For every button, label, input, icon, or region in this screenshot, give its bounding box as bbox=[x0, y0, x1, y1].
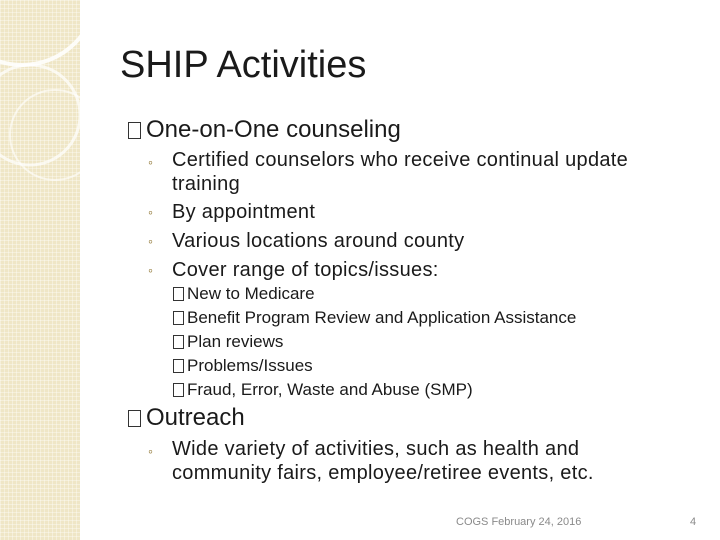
circle-bullet-icon: ◦ bbox=[148, 443, 154, 459]
section-heading-counseling bbox=[128, 116, 401, 144]
sub-list-item bbox=[173, 380, 473, 400]
checkbox-bullet-icon bbox=[173, 311, 184, 325]
checkbox-bullet-icon bbox=[128, 410, 141, 427]
checkbox-bullet-icon bbox=[173, 287, 184, 301]
circle-bullet-icon: ◦ bbox=[148, 204, 154, 220]
bullet-text: Cover range of topics/issues: bbox=[172, 259, 439, 281]
sub-bullet-text: Fraud, Error, Waste and Abuse (SMP) bbox=[187, 380, 473, 399]
list-item bbox=[148, 198, 688, 226]
circle-bullet-icon: ◦ bbox=[148, 233, 154, 249]
decorative-side-band bbox=[0, 0, 80, 540]
sub-list-item bbox=[173, 308, 576, 328]
section-heading-text: One-on-One counseling bbox=[146, 116, 401, 143]
slide-title: SHIP Activities bbox=[120, 44, 367, 86]
section-heading-text: Outreach bbox=[146, 404, 245, 431]
circle-bullet-icon: ◦ bbox=[148, 262, 154, 278]
list-item bbox=[148, 148, 688, 196]
sub-bullet-text: Plan reviews bbox=[187, 332, 284, 351]
checkbox-bullet-icon bbox=[128, 122, 141, 139]
list-item bbox=[148, 256, 688, 284]
sub-list-item bbox=[173, 284, 315, 304]
sub-bullet-text: New to Medicare bbox=[187, 284, 315, 303]
bullet-text: Various locations around county bbox=[172, 230, 465, 252]
list-item bbox=[148, 437, 688, 485]
checkbox-bullet-icon bbox=[173, 335, 184, 349]
checkbox-bullet-icon bbox=[173, 383, 184, 397]
sub-bullet-text: Problems/Issues bbox=[187, 356, 313, 375]
checkbox-bullet-icon bbox=[173, 359, 184, 373]
circle-bullet-icon: ◦ bbox=[148, 154, 154, 170]
bullet-text: By appointment bbox=[172, 201, 316, 223]
sub-list-item bbox=[173, 332, 283, 352]
bullet-text: Wide variety of activities, such as health and community fairs, employee/retiree events, etc. bbox=[172, 438, 594, 484]
list-item bbox=[148, 227, 688, 255]
sub-bullet-text: Benefit Program Review and Application Assistance bbox=[187, 308, 577, 327]
decorative-circles bbox=[0, 0, 80, 540]
section-heading-outreach bbox=[128, 404, 245, 432]
sub-list-item bbox=[173, 356, 313, 376]
bullet-text: Certified counselors who receive continual update training bbox=[172, 149, 629, 195]
page-number: 4 bbox=[690, 516, 697, 528]
slide-footer: COGS February 24, 2016 bbox=[456, 516, 582, 528]
